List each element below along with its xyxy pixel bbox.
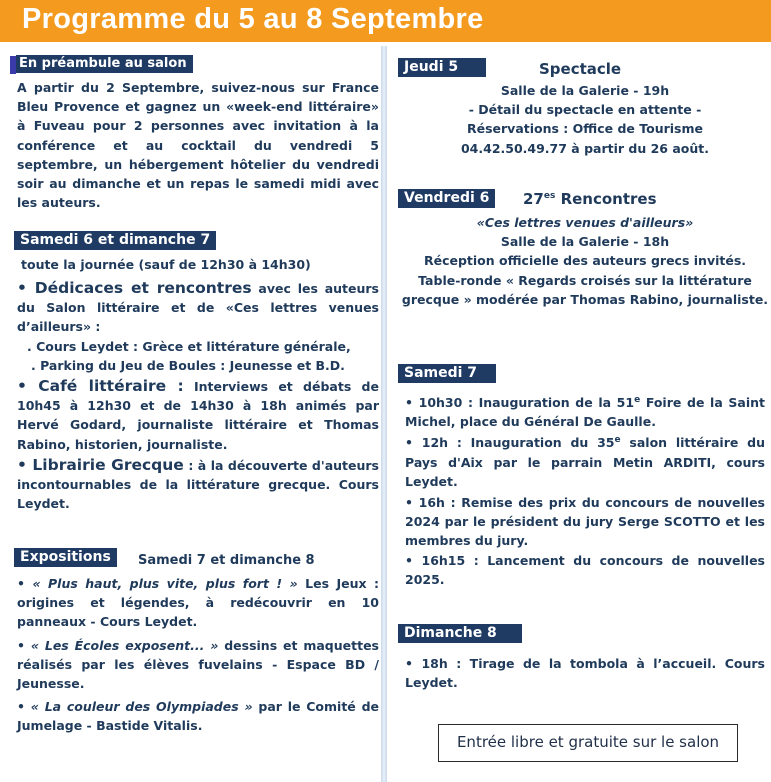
samedi7-item-3: • 16h : Remise des prix du concours de nouvelles 2024 par le président du jury Serge SCOTTO et les membres du jury.: [405, 495, 765, 549]
expositions-dates: Samedi 7 et dimanche 8: [138, 553, 315, 568]
expo-item-2: • « Les Écoles exposent... » dessins et maquettes réalisés par les élèves fuvelains - Espace BD / Jeunesse.: [17, 637, 379, 692]
page-title: Programme du 5 au 8 Septembre: [22, 3, 484, 35]
librairie-item: • Librairie Grecque : à la découverte d'auteurs incontournables de la littérature grecque. Cours Leydet.: [17, 455, 379, 512]
samedi-dimanche-label: Samedi 6 et dimanche 7: [14, 231, 216, 250]
dimanche8-label: Dimanche 8: [398, 624, 522, 643]
column-divider: [381, 46, 387, 782]
jeudi-content: Salle de la Galerie - 19h - Détail du spectacle en attente - Réservations : Office de Tourisme 04.42.50.49.77 à partir du 26 août.: [460, 83, 710, 156]
jeudi-title: Spectacle: [539, 60, 622, 78]
samedi7-content: [405, 393, 765, 589]
expositions-label: Expositions: [14, 548, 117, 567]
samedi7-label: Samedi 7: [398, 364, 496, 383]
page-header: [0, 0, 771, 42]
free-entry-notice: Entrée libre et gratuite sur le salon: [438, 724, 738, 762]
samedi-dimanche-hours: toute la journée (sauf de 12h30 à 14h30): [21, 257, 311, 272]
jeudi-label: Jeudi 5: [398, 58, 486, 77]
cafe-litteraire-item: • Café littéraire : Interviews et débats de 10h45 à 12h30 et de 14h30 à 18h animés par Hervé Godard, journaliste littéraire et Thomas Rabino, historien, journaliste.: [17, 377, 379, 452]
dimanche8-content: [405, 654, 765, 692]
samedi7-item-4: • 16h15 : Lancement du concours de nouvelles 2025.: [405, 552, 765, 587]
vendredi-title: $27^{es}$ Rencontres: [523, 190, 657, 208]
preambule-text: A partir du 2 Septembre, suivez-nous sur France Bleu Provence et gagnez un «week-end littéraire» à Fuveau pour 2 personnes avec invitation à la conférence et au cocktail du vendredi 5 septembre, un hébergement hôtelier du vendredi soir au dimanche et un repas le samedi midi avec les auteurs.: [17, 80, 379, 211]
vendredi-subtitle: «Ces lettres venues d'ailleurs»: [476, 215, 694, 230]
samedi7-item-1: • 10h30 : Inauguration de la 51e Foire de la Saint Michel, place du Général De Gaulle.: [405, 394, 765, 430]
samedi7-item-2: • 12h : Inauguration du 35e salon littéraire du Pays d'Aix par le parrain Metin ARDITI, cours Leydet.: [405, 435, 765, 489]
expositions-content: [17, 574, 379, 736]
expo-item-1: • « Plus haut, plus vite, plus fort ! » Les Jeux : origines et légendes, à redécouvrir en 10 panneaux - Cours Leydet.: [17, 576, 379, 630]
samedi-dimanche-content: [17, 279, 379, 513]
dedicaces-item: • Dédicaces et rencontres avec les auteurs du Salon littéraire et de «Ces lettres venues d’ailleurs» :: [17, 279, 380, 335]
vendredi-label: Vendredi 6: [398, 189, 495, 208]
expo-item-3: • « La couleur des Olympiades » par le Comité de Jumelage - Bastide Vitalis.: [17, 699, 379, 734]
dedicaces-sub-2: . Parking du Jeu de Boules : Jeunesse et B.D.: [31, 357, 345, 373]
preambule-label: En préambule au salon: [16, 55, 193, 73]
vendredi-content: «Ces lettres venues d'ailleurs» Salle de la Galerie - 18h Réception officielle des auteurs grecs invités. Table-ronde « Regards croisés sur la littérature grecque » modérée par Thomas Rabino, journaliste.: [401, 215, 769, 307]
dimanche8-item-1: • 18h : Tirage de la tombola à l’accueil. Cours Leydet.: [405, 656, 765, 691]
dedicaces-sub-1: . Cours Leydet : Grèce et littérature générale,: [27, 338, 351, 354]
